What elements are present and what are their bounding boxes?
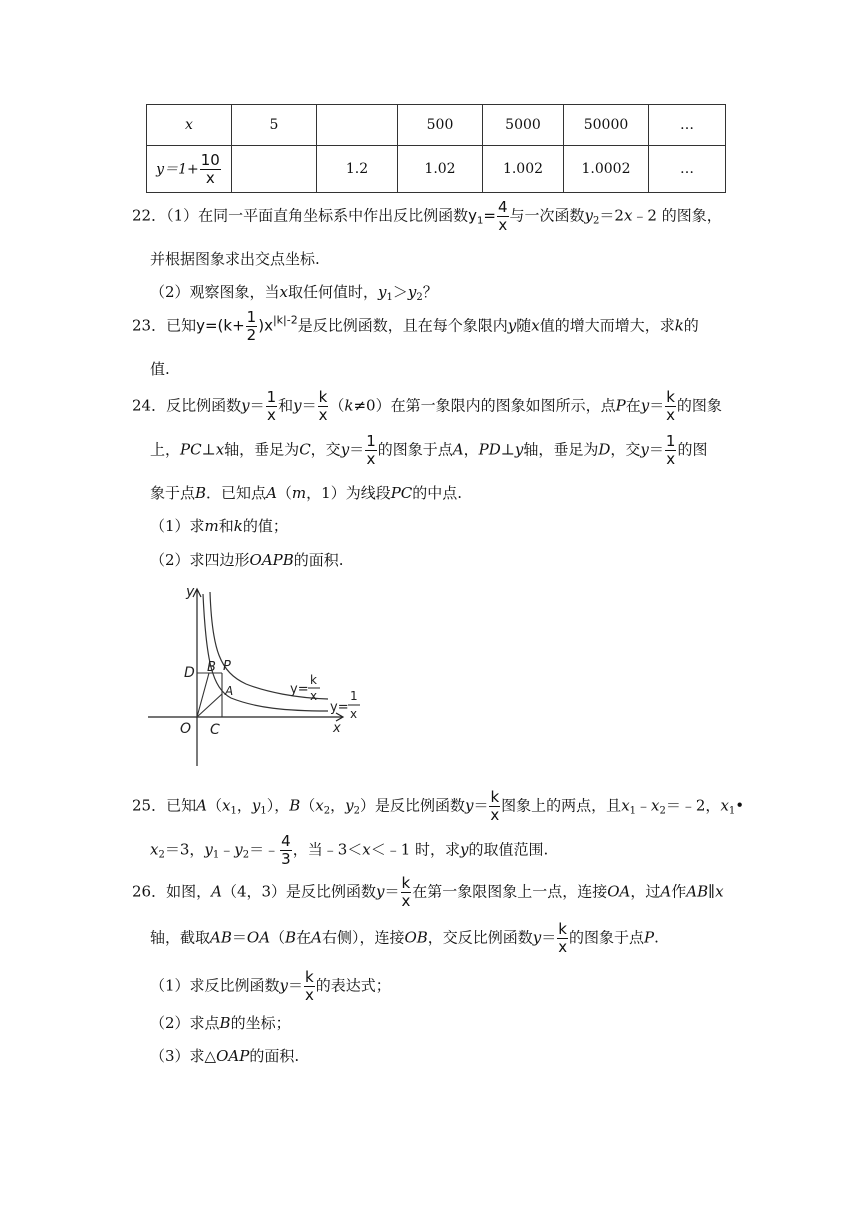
q26-part3: （3）求△OAP的面积. [150, 1047, 300, 1065]
curve-label-1-prefix: y= [330, 700, 349, 715]
table-cell: … [649, 105, 726, 146]
table-row [147, 105, 726, 146]
q24-line3: 象于点B．已知点A（m，1）为线段PC的中点. [150, 484, 463, 502]
point-D-label: D [184, 665, 195, 681]
fraction: $\frac{k}{x}$ [490, 788, 500, 824]
q24-part1: （1）求m和k的值； [150, 517, 288, 535]
q22-line1: 22．（1）在同一平面直角坐标系中作出反比例函数$y_1=$ $\frac{4}{x}$ 与一次函数$y_2=2x﹣2$ 的图象， [132, 198, 722, 234]
fraction: $\frac{1}{x}$ [665, 432, 676, 468]
table-cell [317, 105, 398, 146]
point-P-label: P [223, 659, 231, 674]
q26-line1: 26．如图，A（4，3）是反比例函数y＝ $\frac{k}{x}$ 在第一象限图象上一点，连接OA，过A作AB∥x [132, 874, 724, 910]
table-cell: 500 [398, 105, 483, 146]
fraction: $\frac{1}{2}$ [246, 308, 257, 344]
q24-line2: 上，PC⊥x轴，垂足为C，交y＝ $\frac{1}{x}$ 的图象于点A，PD⊥y轴，垂足为D，交y＝ $\frac{1}{x}$ 的图 [150, 432, 708, 468]
table-cell [232, 146, 317, 193]
figure-background [146, 580, 366, 770]
table-cell: 5000 [483, 105, 564, 146]
q22-part2: （2）观察图象，当x取任何值时，$y_1>y_2$？ [150, 283, 438, 303]
q25-line1: 25．已知$A(x_1$，$y_1$），$B(x_2$，$y_2$）是反比例函数y＝ $\frac{k}{x}$ 图象上的两点，且$x_1﹣x_2=﹣2$，$x_1•$ [132, 788, 745, 824]
fraction: $\frac{k}{x}$ [318, 388, 328, 424]
point-O-label: O [180, 721, 192, 737]
table-header-x: x [147, 105, 232, 146]
curve-label-k-den: x [310, 689, 318, 703]
q26-line2: 轴，截取AB＝OA（B在A右侧），连接OB，交反比例函数y＝ $\frac{k}{x}$ 的图象于点P. [150, 920, 659, 956]
fraction: $\frac{4}{x}$ [497, 198, 508, 234]
fraction: $\frac{10}{x}$ [200, 150, 220, 187]
y-axis-label: y [186, 584, 195, 600]
point-B-label: B [207, 660, 216, 675]
table-row [147, 146, 726, 193]
curve-label-k-prefix: y= [290, 682, 309, 697]
q24-line1: 24．反比例函数y＝ $\frac{1}{x}$ 和y＝ $\frac{k}{x}$ （k≠0）在第一象限内的图象如图所示，点P在y＝ $\frac{k}{x}$ 的图象 [132, 388, 722, 424]
hyperbola-figure [146, 580, 366, 770]
fraction: $\frac{4}{3}$ [281, 832, 291, 868]
table-cell: 1.002 [483, 146, 564, 193]
value-table [146, 104, 726, 193]
point-C-label: C [210, 722, 220, 738]
fraction: $\frac{k}{x}$ [401, 874, 411, 910]
curve-label-k-num: k [310, 673, 317, 687]
table-cell: 1.2 [317, 146, 398, 193]
fraction: $\frac{k}{x}$ [666, 388, 675, 424]
table-cell: 50000 [564, 105, 649, 146]
q26-part2: （2）求点B的坐标； [150, 1014, 291, 1032]
table-cell: 5 [232, 105, 317, 146]
curve-label-1-num: 1 [350, 689, 358, 703]
q23-line2: 值. [150, 360, 170, 378]
table-cell: … [649, 146, 726, 193]
q25-line2: $x_2=3$，$y_1﹣y_2=﹣$ $\frac{4}{3}$ ，当﹣3＜x＜﹣1 时，求y的取值范围. [150, 832, 549, 868]
fraction: $\frac{k}{x}$ [558, 920, 568, 956]
fraction: $\frac{1}{x}$ [266, 388, 277, 424]
table-cell: 1.02 [398, 146, 483, 193]
x-axis-label: x [333, 721, 341, 736]
fraction: $\frac{k}{x}$ [304, 968, 314, 1004]
fraction: $\frac{1}{x}$ [366, 432, 376, 468]
q26-part1: （1）求反比例函数y＝ $\frac{k}{x}$ 的表达式； [150, 968, 391, 1004]
table-cell: 1.0002 [564, 146, 649, 193]
q22-line2: 并根据图象求出交点坐标. [150, 250, 320, 268]
point-A-label: A [225, 684, 234, 698]
table-header-y: y＝1+ $\frac{10}{x}$ [147, 146, 232, 193]
curve-label-1-den: x [350, 707, 358, 721]
q23-line1: 23．已知y=(k+ $\frac{1}{2}$ )$x^{|k|-2}$是反比例函数，且在每个象限内y随x值的增大而增大，求k的 [132, 308, 699, 344]
q24-part2: （2）求四边形OAPB的面积. [150, 551, 344, 569]
